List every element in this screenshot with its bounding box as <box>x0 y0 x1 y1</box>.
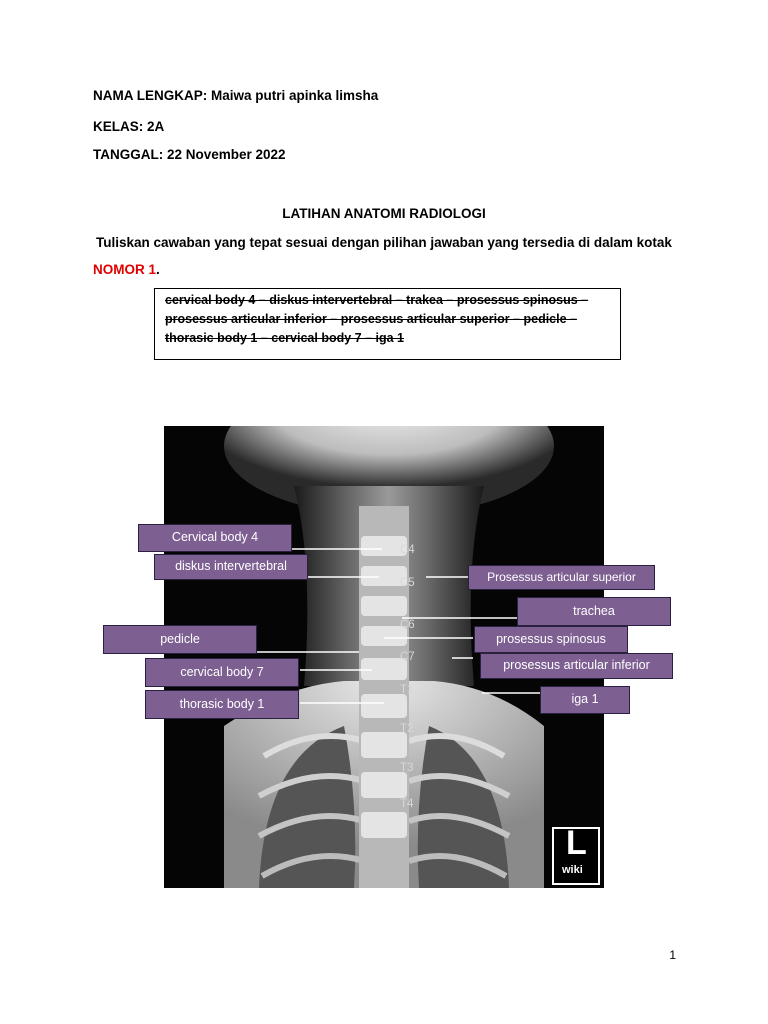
class-line: KELAS: 2A <box>93 119 165 134</box>
label-iga-1: iga 1 <box>540 686 630 714</box>
vertebra-label: T2 <box>400 723 414 735</box>
label-pedicle: pedicle <box>103 625 257 654</box>
label-cervical-body-4: Cervical body 4 <box>138 524 292 552</box>
label-prosessus-spinosus: prosessus spinosus <box>474 626 628 653</box>
page-title: LATIHAN ANATOMI RADIOLOGI <box>282 206 486 221</box>
label-thorasic-body-1: thorasic body 1 <box>145 690 299 719</box>
label-trachea: trachea <box>517 597 671 626</box>
word-bank-line: thorasic body 1 – cervical body 7 – iga 1 <box>165 331 404 345</box>
vertebra-label: T3 <box>400 762 414 774</box>
label-prosessus-articular-inferior: prosessus articular inferior <box>480 653 673 679</box>
logo-text: wiki <box>562 864 583 876</box>
name-line: NAMA LENGKAP: Maiwa putri apinka limsha <box>93 88 379 103</box>
vertebra-label: C6 <box>400 619 415 631</box>
question-number: NOMOR 1. <box>93 262 160 277</box>
label-prosessus-articular-superior: Prosessus articular superior <box>468 565 655 590</box>
vertebra-label: C7 <box>400 651 415 663</box>
logo-letter: L <box>566 824 587 862</box>
word-bank-line: cervical body 4 – diskus intervertebral – trakea – prosessus spinosus – <box>165 293 589 307</box>
page-number: 1 <box>669 948 676 962</box>
date-line: TANGGAL: 22 November 2022 <box>93 147 286 162</box>
vertebra-label: T4 <box>400 798 414 810</box>
label-diskus-intervertebral: diskus intervertebral <box>154 554 308 580</box>
vertebra-label: C4 <box>400 544 415 556</box>
instruction-text: Tuliskan cawaban yang tepat sesuai dengan pilihan jawaban yang tersedia di dalam kotak <box>96 235 672 250</box>
label-cervical-body-7: cervical body 7 <box>145 658 299 687</box>
vertebra-label: T1 <box>400 684 414 696</box>
word-bank-line: prosessus articular inferior – prosessus articular superior – pedicle – <box>165 312 577 326</box>
word-bank-box <box>154 288 621 360</box>
vertebra-label: C5 <box>400 577 415 589</box>
